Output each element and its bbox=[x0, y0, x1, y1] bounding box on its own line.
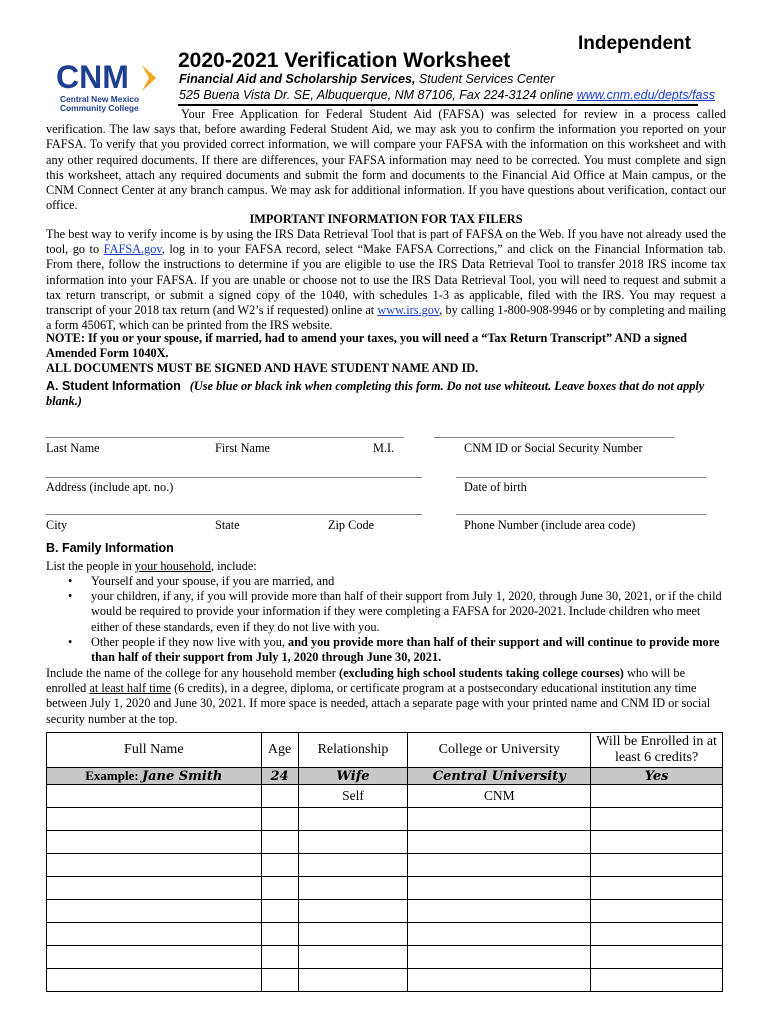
bullet-dot: • bbox=[68, 634, 73, 649]
example-label: Example: bbox=[85, 768, 139, 783]
section-a-instructions: (Use blue or black ink when completing this form. Do not use whiteout. Leave boxes that do not apply blank.) bbox=[46, 379, 705, 408]
bullet-bold-text: and you provide more than half of their support and will continue to provide more than half of their support from July 1, 2020 through June 30, 2021. bbox=[91, 634, 720, 665]
column-header: College or University bbox=[408, 733, 591, 768]
self-name-cell[interactable] bbox=[47, 785, 262, 808]
age-cell[interactable] bbox=[261, 877, 298, 900]
example-relationship: Wife bbox=[298, 768, 408, 785]
college-cell[interactable] bbox=[408, 808, 591, 831]
page-title: 2020-2021 Verification Worksheet bbox=[178, 49, 511, 72]
first-name-label: First Name bbox=[215, 441, 270, 455]
college-cell[interactable] bbox=[408, 831, 591, 854]
address-line bbox=[179, 88, 715, 102]
relationship-cell[interactable] bbox=[298, 969, 408, 992]
column-header: Will be Enrolled in at least 6 credits? bbox=[591, 733, 723, 768]
logo-line1: Central New Mexico bbox=[60, 94, 140, 104]
office-location: Student Services Center bbox=[418, 72, 555, 86]
enrolled-cell[interactable] bbox=[591, 854, 723, 877]
name-cell[interactable] bbox=[47, 877, 262, 900]
household-bullet bbox=[46, 574, 726, 589]
name-cell[interactable] bbox=[47, 854, 262, 877]
college-text-underline: at least half time bbox=[89, 681, 171, 696]
fass-website-link[interactable]: www.cnm.edu/depts/fass bbox=[576, 88, 715, 102]
example-age: 24 bbox=[261, 768, 298, 785]
phone-label: Phone Number (include area code) bbox=[464, 518, 636, 532]
enrolled-cell[interactable] bbox=[591, 900, 723, 923]
enrolled-cell[interactable] bbox=[591, 808, 723, 831]
relationship-cell[interactable] bbox=[298, 923, 408, 946]
tax-paragraph bbox=[46, 227, 726, 333]
table-row bbox=[47, 854, 723, 877]
college-instructions bbox=[46, 666, 726, 727]
intro-paragraph: Your Free Application for Federal Student Aid (FAFSA) was selected for review in a process called verification. The law says that, before awarding Federal Student Aid, we may ask you to confirm the information you reported on your FAFSA. To verify that you provided correct information, we will compare your FAFSA with the information on this worksheet and with any other required documents. If there are differences, your FAFSA information may need to be corrected. You must complete and sign this worksheet, attach any required documents and submit the form and documents to the Financial Aid Office at Main campus, or the CNM Connect Center at any branch campus. We may ask for additional information. If you have questions about verification, contact our office. bbox=[46, 107, 726, 213]
college-text-bold: (excluding high school students taking college courses) bbox=[338, 666, 624, 680]
enrolled-cell[interactable] bbox=[591, 946, 723, 969]
relationship-cell[interactable] bbox=[298, 808, 408, 831]
college-cell[interactable] bbox=[408, 923, 591, 946]
phone-field-line[interactable] bbox=[456, 514, 706, 515]
college-text-a: Include the name of the college for any household member bbox=[46, 666, 336, 680]
household-term: your household bbox=[134, 559, 211, 573]
bullet-text: your children, if any, if you will provide more than half of their support from July 1, 2020, through June 30, 2021, or if the child would be required to provide your information if they were completing a FAFSA for 2020-2021. Include children who meet either of these standards, even if they do not live with you. bbox=[91, 589, 722, 634]
example-enrolled: Yes bbox=[591, 768, 723, 785]
college-text-c: (6 credits), in a degree, diploma, or certificate program at a postsecondary educational institution any time between July 1, 2020 and June 30, 2021. If more space is needed, attach a separate page with your printed name and CNM ID or social security number at the top. bbox=[46, 681, 711, 726]
example-name: Jane Smith bbox=[141, 769, 223, 784]
tax-heading: IMPORTANT INFORMATION FOR TAX FILERS bbox=[249, 212, 523, 226]
college-cell[interactable] bbox=[408, 900, 591, 923]
self-college: CNM bbox=[408, 785, 591, 808]
table-row bbox=[47, 808, 723, 831]
dob-field-line[interactable] bbox=[456, 477, 706, 478]
household-intro bbox=[46, 559, 726, 574]
table-row bbox=[47, 877, 723, 900]
age-cell[interactable] bbox=[261, 923, 298, 946]
table-row bbox=[47, 969, 723, 992]
zip-label: Zip Code bbox=[328, 518, 375, 532]
relationship-cell[interactable] bbox=[298, 946, 408, 969]
address-label: Address (include apt. no.) bbox=[46, 480, 174, 494]
column-header: Age bbox=[261, 733, 298, 768]
table-row bbox=[47, 946, 723, 969]
logo-arrow-icon bbox=[142, 65, 156, 91]
cnm-id-field-line[interactable] bbox=[434, 437, 674, 438]
self-age-cell[interactable] bbox=[261, 785, 298, 808]
college-text-b: who will be enrolled bbox=[46, 666, 686, 696]
bullet-text: Other people if they now live with you, bbox=[91, 634, 285, 649]
self-relationship: Self bbox=[298, 785, 408, 808]
household-intro-a: List the people in bbox=[46, 559, 132, 573]
age-cell[interactable] bbox=[261, 969, 298, 992]
section-a-title: A. Student Information bbox=[46, 379, 181, 393]
form-type-label: Independent bbox=[578, 33, 691, 54]
bullet-dot: • bbox=[68, 589, 73, 604]
enrolled-cell[interactable] bbox=[591, 877, 723, 900]
self-enrolled-cell[interactable] bbox=[591, 785, 723, 808]
table-row bbox=[47, 900, 723, 923]
name-cell[interactable] bbox=[47, 946, 262, 969]
state-label: State bbox=[215, 518, 240, 532]
name-field-line[interactable] bbox=[46, 437, 404, 438]
relationship-cell[interactable] bbox=[298, 831, 408, 854]
column-header: Full Name bbox=[47, 733, 262, 768]
age-cell[interactable] bbox=[261, 808, 298, 831]
age-cell[interactable] bbox=[261, 946, 298, 969]
example-college: Central University bbox=[408, 768, 591, 785]
enrolled-cell[interactable] bbox=[591, 969, 723, 992]
name-cell[interactable] bbox=[47, 831, 262, 854]
tax-text-b: , log in to your FAFSA record, select “Make FAFSA Corrections,” and click on the Financial Information tab. From there, follow the instructions to determine if you are eligible to use the IRS Data Retrieval Tool to transfer 2018 IRS income tax information into your FAFSA. If you are unable or choose not to use the IRS Data Retrieval Tool, you will need to request and submit a tax return transcript, or submit a signed copy of the 1040, with schedules 1-3 as applicable, filed with the IRS. You may request a transcript of your 2018 tax return (and W2’s if requested) online at bbox=[46, 242, 727, 318]
self-row bbox=[47, 785, 723, 808]
enrolled-cell[interactable] bbox=[591, 923, 723, 946]
office-name: Financial Aid and Scholarship Services, bbox=[179, 72, 416, 86]
irs-link[interactable]: www.irs.gov bbox=[377, 303, 440, 318]
logo-line2: Community College bbox=[60, 103, 139, 113]
table-row bbox=[47, 831, 723, 854]
relationship-cell[interactable] bbox=[298, 854, 408, 877]
household-bullet bbox=[46, 589, 726, 635]
logo-mark: CNM bbox=[56, 60, 129, 95]
tax-text-a: The best way to verify income is by using the IRS Data Retrieval Tool that is part of FAFSA on the Web. If you have not already used the tool, go to bbox=[46, 227, 726, 257]
dob-label: Date of birth bbox=[464, 480, 527, 494]
college-cell[interactable] bbox=[408, 877, 591, 900]
household-table bbox=[46, 732, 723, 992]
column-header: Relationship bbox=[298, 733, 408, 768]
table-row bbox=[47, 923, 723, 946]
address-field-line[interactable] bbox=[46, 477, 422, 478]
college-cell[interactable] bbox=[408, 946, 591, 969]
name-cell[interactable] bbox=[47, 969, 262, 992]
city-state-zip-field-line[interactable] bbox=[46, 514, 422, 515]
age-cell[interactable] bbox=[261, 854, 298, 877]
age-cell[interactable] bbox=[261, 831, 298, 854]
city-label: City bbox=[46, 518, 68, 532]
table-header-row bbox=[47, 733, 723, 768]
name-cell[interactable] bbox=[47, 923, 262, 946]
bullet-dot: • bbox=[68, 574, 73, 588]
household-intro-b: , include: bbox=[210, 559, 257, 573]
header-rule bbox=[178, 104, 698, 106]
office-line bbox=[179, 72, 554, 86]
section-a-header bbox=[46, 379, 726, 409]
all-documents-note: ALL DOCUMENTS MUST BE SIGNED AND HAVE STUDENT NAME AND ID. bbox=[46, 361, 479, 375]
enrolled-cell[interactable] bbox=[591, 831, 723, 854]
household-bullet bbox=[46, 635, 726, 665]
mi-label: M.I. bbox=[373, 441, 395, 455]
tax-text-c: , by calling 1-800-908-9946 or by completing and mailing a form 4506T, which can be printed from the IRS website. bbox=[46, 303, 726, 333]
bullet-text: Yourself and your spouse, if you are married, and bbox=[91, 574, 335, 588]
relationship-cell[interactable] bbox=[298, 877, 408, 900]
fafsa-link[interactable]: FAFSA.gov bbox=[103, 242, 162, 257]
household-bullets bbox=[46, 574, 726, 665]
amend-note: NOTE: If you or your spouse, if married, had to amend your taxes, you will need a “Tax Return Transcript” AND a signed Amended Form 1040X. bbox=[46, 331, 687, 361]
section-b-title: B. Family Information bbox=[46, 541, 174, 555]
college-cell[interactable] bbox=[408, 969, 591, 992]
last-name-label: Last Name bbox=[46, 441, 100, 455]
relationship-cell[interactable] bbox=[298, 900, 408, 923]
office-address: 525 Buena Vista Dr. SE, Albuquerque, NM 87106, Fax 224-3124 online bbox=[179, 88, 574, 102]
name-cell[interactable] bbox=[47, 808, 262, 831]
cnm-id-label: CNM ID or Social Security Number bbox=[464, 441, 643, 455]
name-cell[interactable] bbox=[47, 900, 262, 923]
college-cell[interactable] bbox=[408, 854, 591, 877]
age-cell[interactable] bbox=[261, 900, 298, 923]
example-name-cell bbox=[47, 768, 262, 785]
example-row bbox=[47, 768, 723, 785]
